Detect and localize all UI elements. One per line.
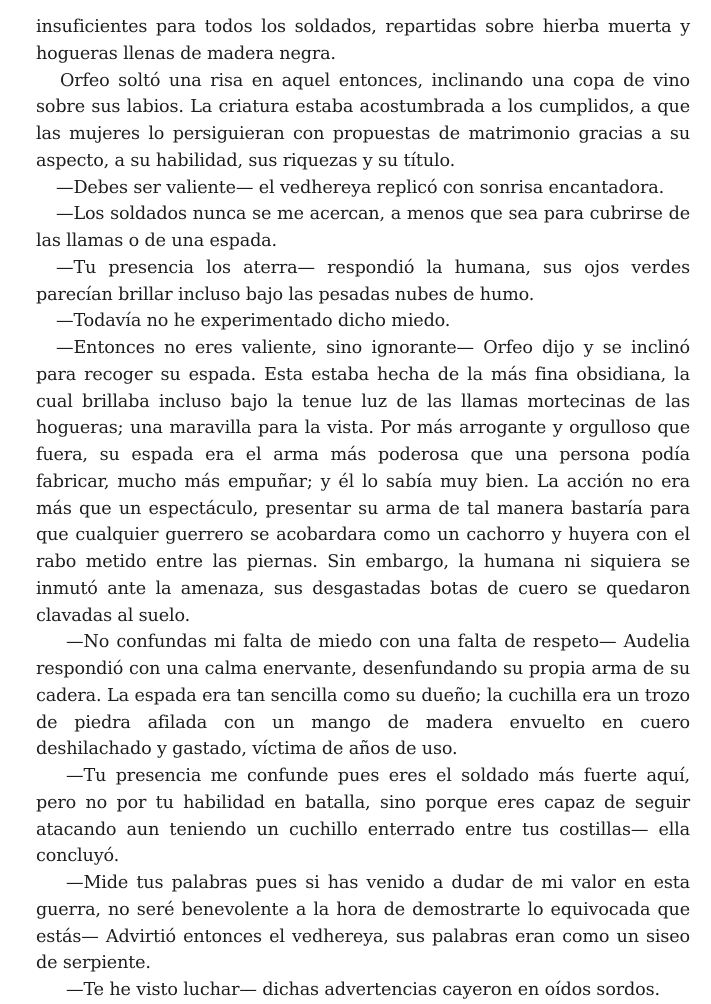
paragraph-dialogue: —Todavía no he experimentado dicho miedo. [56, 311, 451, 332]
paragraph-dialogue: —Tu presencia me confunde pues eres el soldado más fuerte aquí, pero no por tu habilidad en batalla, sino porque eres capaz de seguir atacando aun teniendo un cuchillo enterrado entre tus costillas— ella concluyó. [36, 766, 690, 867]
paragraph-dialogue: —Mide tus palabras pues si has venido a dudar de mi valor en esta guerra, no seré benevolente a la hora de demostrarte lo equivocada que estás— Advirtió entonces el vedhereya, sus palabras eran como un siseo de serpiente. [36, 873, 690, 974]
paragraph-dialogue: —Te he visto luchar— dichas advertencias cayeron en oídos sordos. [66, 980, 660, 1000]
paragraph-narration: Orfeo soltó una risa en aquel entonces, inclinando una copa de vino sobre sus labios. La criatura estaba acostumbrada a los cumplidos, a que las mujeres lo persiguieran con propuestas de matrimonio gracias a su aspecto, a su habilidad, sus riquezas y su título. [36, 70, 690, 171]
paragraph-continuation: insuficientes para todos los soldados, repartidas sobre hierba muerta y hogueras llenas de madera negra. [36, 17, 690, 64]
document-page [36, 14, 690, 1004]
paragraph-dialogue: —Entonces no eres valiente, sino ignorante— Orfeo dijo y se inclinó para recoger su espada. Esta estaba hecha de la más fina obsidiana, la cual brillaba incluso bajo la tenue luz de las llamas mortecinas de las hogueras; una maravilla para la vista. Por más arrogante y orgulloso que fuera, su espada era el arma más poderosa que una persona podía fabricar, mucho más empuñar; y él lo sabía muy bien. La acción no era más que un espectáculo, presentar su arma de tal manera bastaría para que cualquier guerrero se acobardara como un cachorro y huyera con el rabo metido entre las piernas. Sin embargo, la humana ni siquiera se inmutó ante la amenaza, sus desgastadas botas de cuero se quedaron clavadas al suelo. [36, 338, 690, 626]
paragraph-dialogue: —No confundas mi falta de miedo con una falta de respeto— Audelia respondió con una calma enervante, desenfundando su propia arma de su cadera. La espada era tan sencilla como su dueño; la cuchilla era un trozo de piedra afilada con un mango de madera envuelto en cuero deshilachado y gastado, víctima de años de uso. [36, 632, 690, 760]
paragraph-dialogue: —Los soldados nunca se me acercan, a menos que sea para cubrirse de las llamas o de una espada. [36, 204, 690, 251]
paragraph-dialogue: —Debes ser valiente— el vedhereya replicó con sonrisa encantadora. [56, 177, 665, 198]
paragraph-dialogue: —Tu presencia los aterra— respondió la humana, sus ojos verdes parecían brillar incluso bajo las pesadas nubes de humo. [36, 257, 690, 305]
